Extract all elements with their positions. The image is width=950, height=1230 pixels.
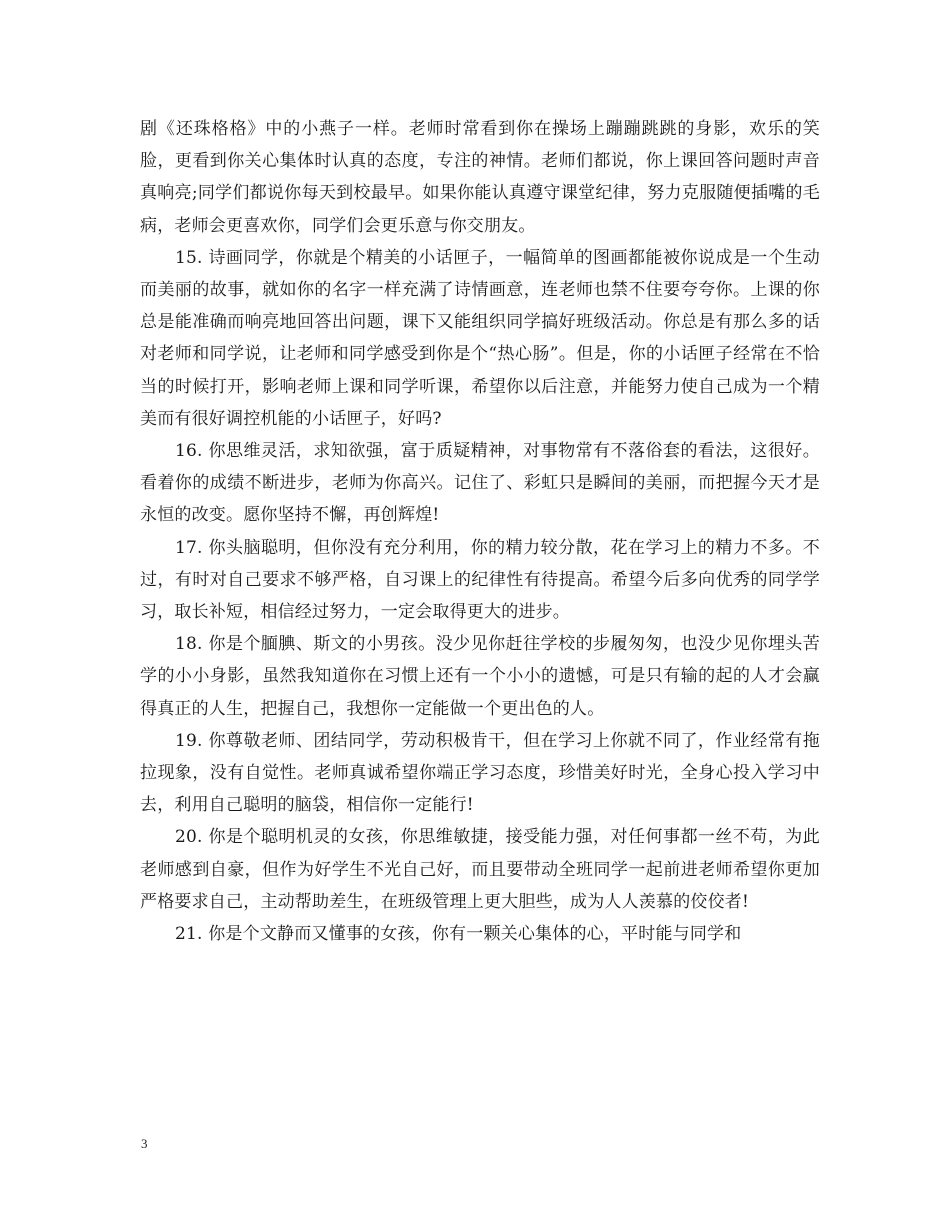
paragraph-18: 18. 你是个腼腆、斯文的小男孩。没少见你赶往学校的步履匆匆，也没少见你埋头苦学的小小身影，虽然我知道你在习惯上还有一个小小的遗憾，可是只有输的起的人才会赢得真正的人生，把握自己，我想你一定能做一个更出色的人。: [140, 634, 820, 719]
paragraph-19: 19. 你尊敬老师、团结同学，劳动积极肯干，但在学习上你就不同了，作业经常有拖拉现象，没有自觉性。老师真诚希望你端正学习态度，珍惜美好时光，全身心投入学习中去，利用自己聪明的脑袋，相信你一定能行!: [140, 730, 820, 816]
paragraph-16: 16. 你思维灵活，求知欲强，富于质疑精神，对事物常有不落俗套的看法，这很好。看着你的成绩不断进步，老师为你高兴。记住了、彩虹只是瞬间的美丽，而把握今天才是永恒的改变。愿你坚持不懈，再创辉煌!: [140, 441, 820, 526]
paragraph-21: 21. 你是个文静而又懂事的女孩，你有一颗关心集体的心，平时能与同学和: [175, 924, 742, 945]
paragraph-continued: 剧《还珠格格》中的小燕子一样。老师时常看到你在操场上蹦蹦跳跳的身影，欢乐的笑脸，更看到你关心集体时认真的态度，专注的神情。老师们都说，你上课回答问题时声音真响亮;同学们都说你每天到校最早。如果你能认真遵守课堂纪律，努力克服随便插嘴的毛病，老师会更喜欢你，同学们会更乐意与你交朋友。: [140, 119, 820, 236]
paragraph-20: 20. 你是个聪明机灵的女孩，你思维敏捷，接受能力强，对任何事都一丝不苟，为此老师感到自豪，但作为好学生不光自己好，而且要带动全班同学一起前进老师希望你更加严格要求自己，主动帮助差生，在班级管理上更大胆些，成为人人羡慕的佼佼者!: [140, 827, 820, 912]
document-body: [140, 113, 820, 950]
page-number: 3: [141, 1136, 148, 1151]
paragraph-17: 17. 你头脑聪明，但你没有充分利用，你的精力较分散，花在学习上的精力不多。不过，有时对自己要求不够严格，自习课上的纪律性有待提高。希望今后多向优秀的同学学习，取长补短，相信经过努力，一定会取得更大的进步。: [140, 537, 820, 623]
paragraph-15: 15. 诗画同学，你就是个精美的小话匣子，一幅简单的图画都能被你说成是一个生动而美丽的故事，就如你的名字一样充满了诗情画意，连老师也禁不住要夸夸你。上课的你总是能准确而响亮地回答出问题，课下又能组织同学搞好班级活动。你总是有那么多的话对老师和同学说，让老师和同学感受到你是个“热心肠”。但是，你的小话匣子经常在不恰当的时候打开，影响老师上课和同学听课，希望你以后注意，并能努力使自己成为一个精美而有很好调控机能的小话匣子，好吗?: [140, 247, 820, 429]
